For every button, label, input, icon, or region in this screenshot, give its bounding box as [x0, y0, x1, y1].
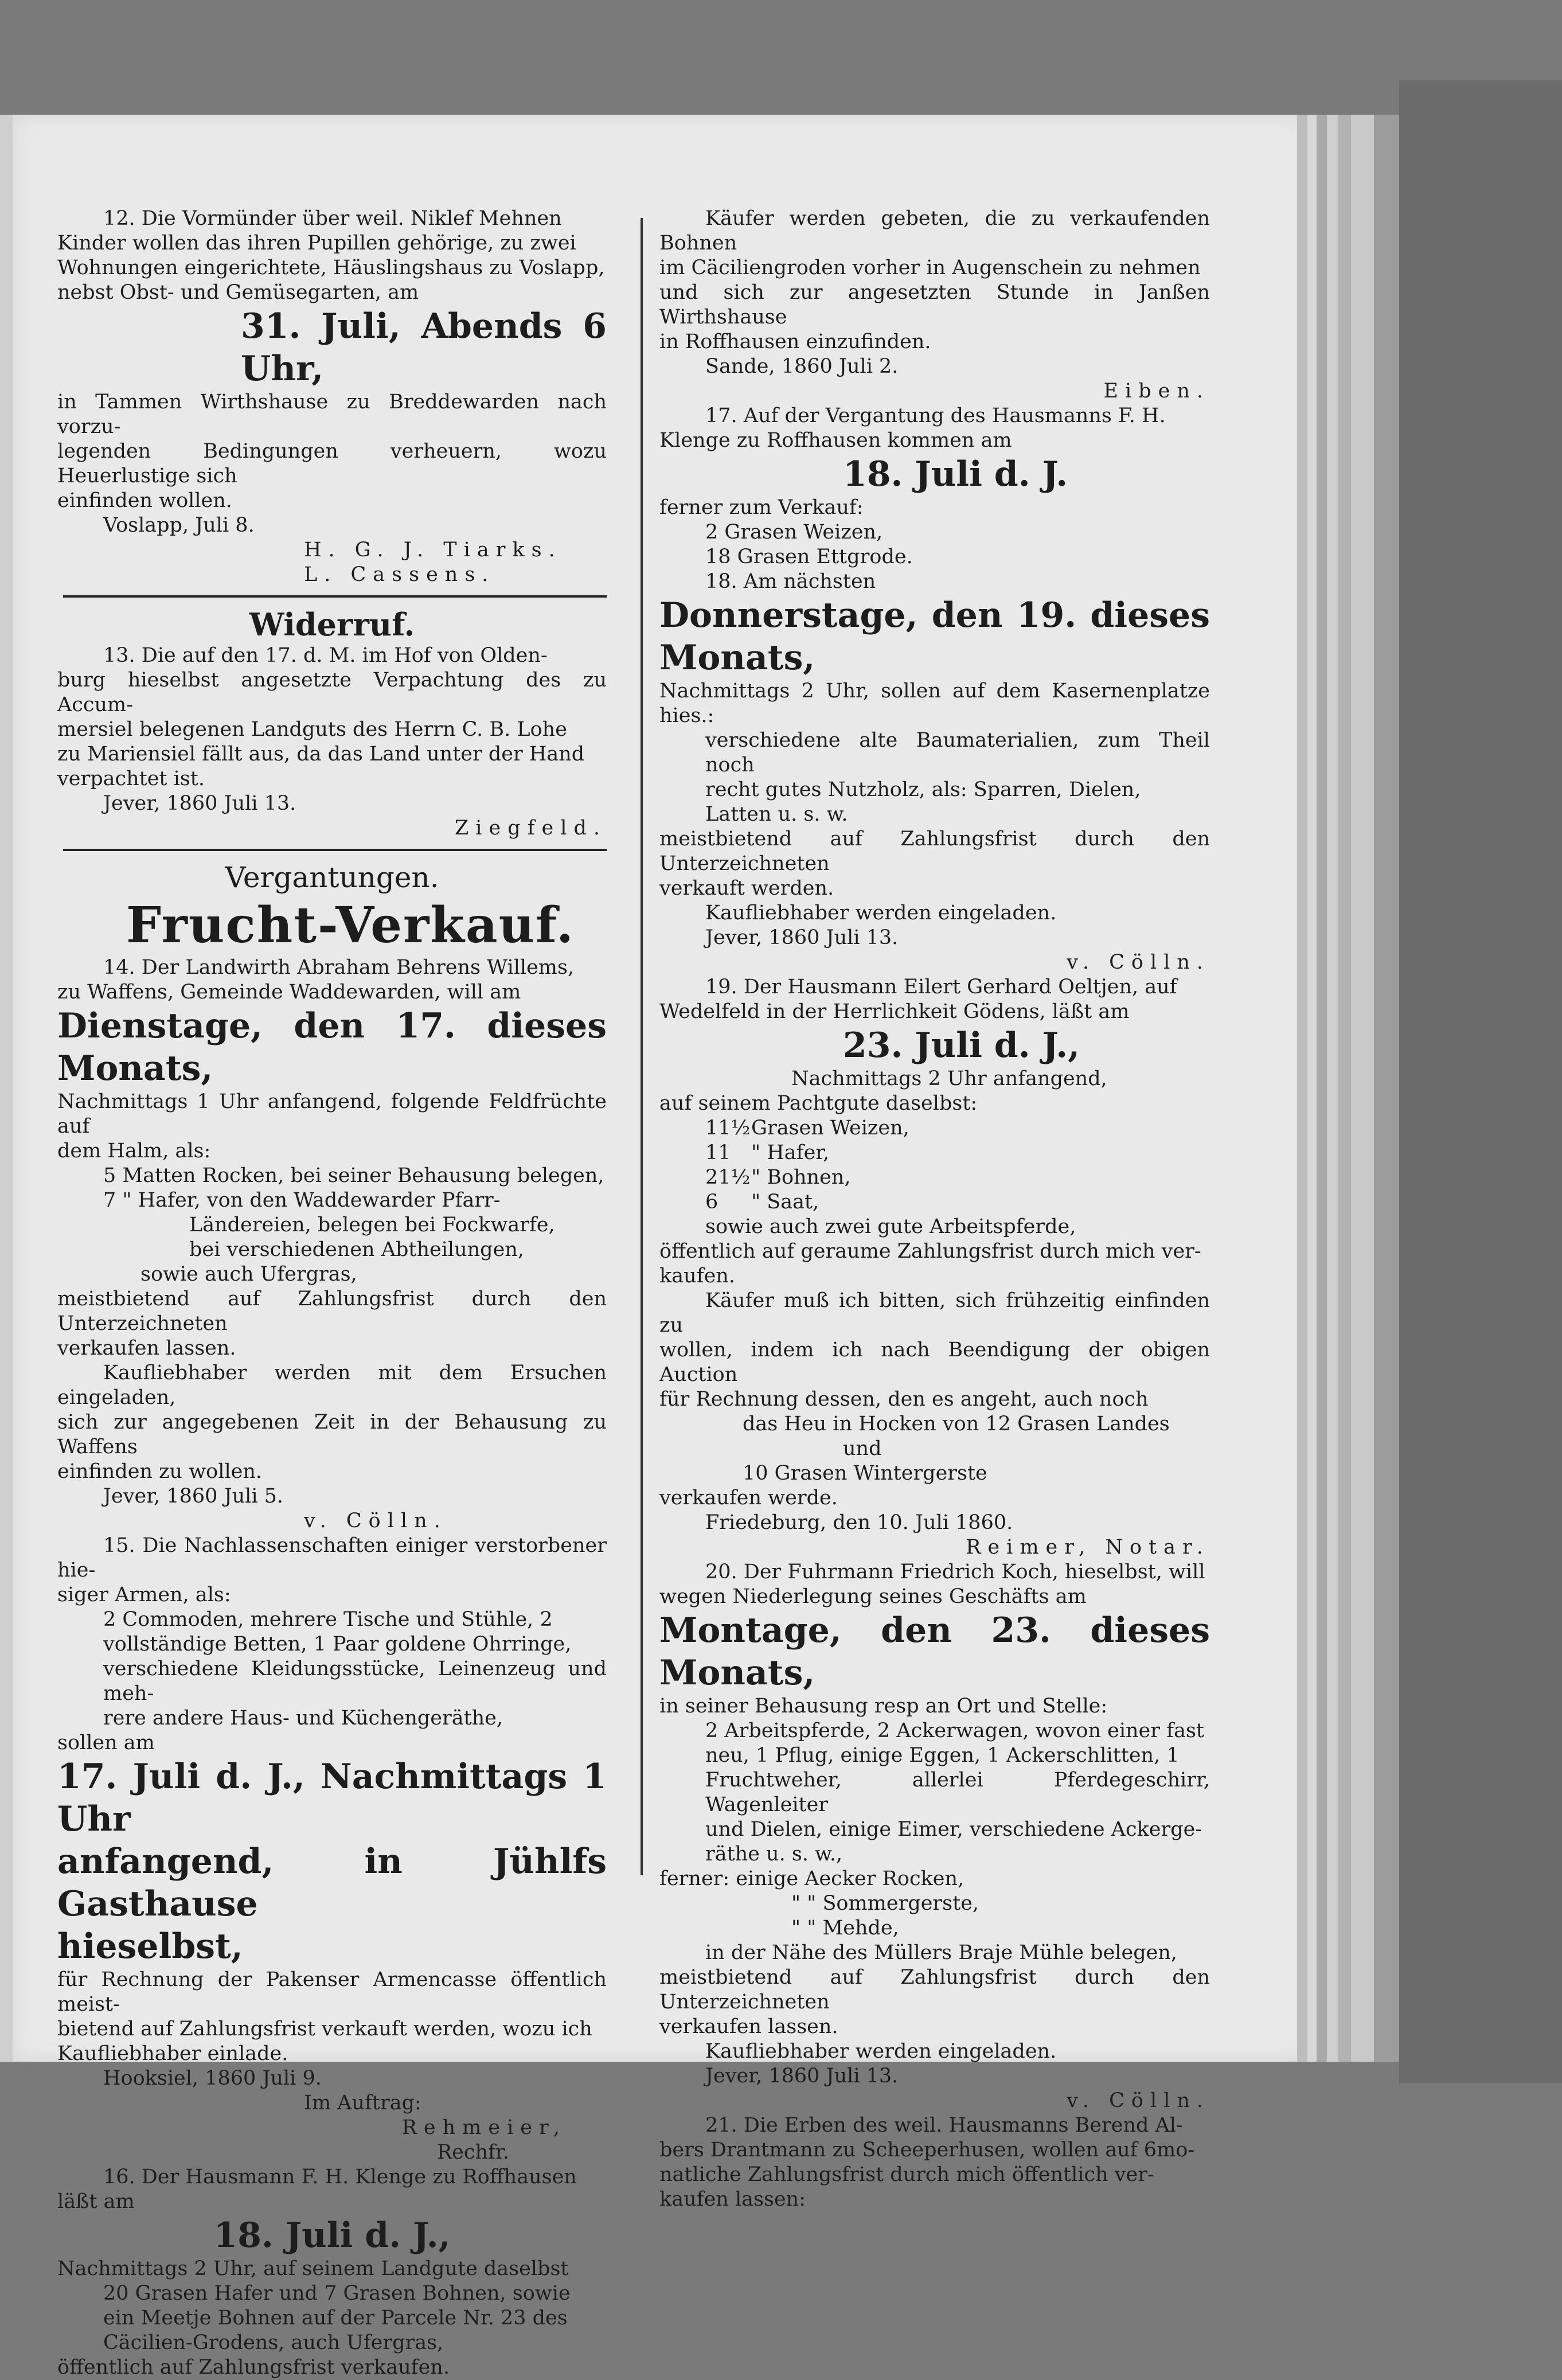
notice-13-text: burg hieselbst angesetzte Verpachtung des zu Accum- [57, 669, 607, 716]
column-divider [641, 218, 643, 1875]
notice-14-item: bei verschiedenen Abtheilungen, [189, 1238, 524, 1261]
continuation-text: Käufer werden gebeten, die zu verkaufenden Bohnen [659, 207, 1210, 255]
notice-13-text: mersiel belegenen Landguts des Herrn C. B. Lohe [57, 718, 567, 741]
notice-15-signature: Rehmeier, [401, 2116, 567, 2139]
notice-13-signature: Ziegfeld. [454, 817, 607, 840]
notice-15-text: sollen am [57, 1731, 155, 1754]
notice-19-place: Friedeburg, den 10. Juli 1860. [705, 1511, 1013, 1534]
notice-21-text: natliche Zahlungsfrist durch mich öffentlich ver- [659, 2163, 1154, 2186]
notice-19-item [659, 1141, 1210, 1165]
item-label: " Bohnen, [751, 1166, 851, 1189]
notice-19-text: 19. Der Hausmann Eilert Gerhard Oeltjen, auf [705, 976, 1177, 998]
item-label: " Hafer, [751, 1141, 830, 1164]
notice-18-item: recht gutes Nutzholz, als: Sparren, Dielen, [705, 778, 1141, 801]
continuation-text: im Cäciliengroden vorher in Augenschein zu nehmen [659, 256, 1201, 279]
notice-14-item: sowie auch Ufergras, [140, 1263, 357, 1286]
notice-14-place: Jever, 1860 Juli 5. [103, 1485, 284, 1508]
notice-19-item [659, 1165, 1210, 1190]
notice-18-text: meistbietend auf Zahlungsfrist durch den Unterzeichneten [659, 828, 1210, 875]
notice-20-text: 20. Der Fuhrmann Friedrich Koch, hieselbst, will [705, 1560, 1205, 1583]
left-column [57, 206, 607, 2380]
notice-15-text: 15. Die Nachlassenschaften einiger verstorbener hie- [57, 1534, 607, 1582]
notice-19-date: 23. Juli d. J., [843, 1025, 1080, 1066]
notice-20-text: wegen Niederlegung seines Geschäfts am [659, 1585, 1087, 1608]
page-stack-5 [1338, 115, 1351, 2062]
page-stack-2 [1307, 115, 1317, 2062]
continuation-text: in Roffhausen einzufinden. [659, 330, 931, 353]
notice-14-text: Kaufliebhaber werden mit dem Ersuchen eingeladen, [57, 1361, 607, 1409]
notice-14-item: Ländereien, belegen bei Fockwarfe, [189, 1214, 555, 1236]
notice-12-text: legenden Bedingungen verheuern, wozu Heuerlustige sich [57, 440, 607, 487]
notice-14-text: dem Halm, als: [57, 1140, 211, 1162]
notice-15-text: für Rechnung der Pakenser Armencasse öffentlich meist- [57, 1968, 607, 2016]
widerruf-heading: Widerruf. [249, 606, 415, 643]
notice-16-date: 18. Juli d. J., [213, 2215, 451, 2256]
notice-15-item: rere andere Haus- und Küchengeräthe, [103, 1707, 503, 1730]
notice-20-text: meistbietend auf Zahlungsfrist durch den Unterzeichneten [659, 1966, 1210, 2014]
notice-14-text: verkaufen lassen. [57, 1337, 236, 1360]
quantity: 11½ [705, 1117, 751, 1140]
item-label: " Saat, [751, 1191, 819, 1214]
section-rule [63, 595, 607, 598]
notice-20-item: räthe u. s. w., [705, 1843, 843, 1866]
notice-14-item: 7 " Hafer, von den Waddewarder Pfarr- [103, 1189, 501, 1212]
page-stack-3 [1317, 115, 1327, 2062]
notice-17-text: 17. Auf der Vergantung des Hausmanns F. H. [705, 404, 1166, 427]
notice-14-item: 5 Matten Rocken, bei seiner Behausung belegen, [103, 1164, 604, 1187]
notice-20-item: neu, 1 Pflug, einige Eggen, 1 Ackerschlitten, 1 [705, 1744, 1180, 1767]
notice-15-auftrag: Im Auftrag: [304, 2092, 421, 2114]
notice-21-text: kaufen lassen: [659, 2188, 806, 2211]
notice-19-text: öffentlich auf geraume Zahlungsfrist durch mich ver- [659, 1240, 1201, 1263]
notice-14-text: einfinden zu wollen. [57, 1460, 263, 1483]
notice-15-item: verschiedene Kleidungsstücke, Leinenzeug und meh- [103, 1657, 607, 1705]
quantity: 11 [705, 1141, 731, 1164]
notice-15-item: 2 Commoden, mehrere Tische und Stühle, 2 [103, 1608, 553, 1631]
notice-20-text: in der Nähe des Müllers Braje Mühle belegen, [705, 1941, 1177, 1964]
notice-14-text: 14. Der Landwirth Abraham Behrens Willems, [103, 956, 575, 979]
notice-16-text: öffentlich auf Zahlungsfrist verkaufen. [57, 2356, 450, 2379]
notice-16-text: 16. Der Hausmann F. H. Klenge zu Roffhausen [103, 2166, 577, 2188]
notice-12-text: Wohnungen eingerichtete, Häuslingshaus zu Voslapp, [57, 256, 605, 279]
continuation-signature: Eiben. [1103, 380, 1210, 403]
notice-14-signature: v. Cölln. [304, 1509, 447, 1532]
notice-15-date: 17. Juli d. J., Nachmittags 1 Uhr [57, 1757, 607, 1839]
quantity: 21½ [705, 1166, 751, 1189]
notice-15-item: vollständige Betten, 1 Paar goldene Ohrringe, [103, 1633, 572, 1656]
notice-19-text: Käufer muß ich bitten, sich frühzeitig einfinden zu [659, 1289, 1210, 1337]
quantity: 6 [705, 1191, 718, 1214]
frucht-verkauf-heading: Frucht-Verkauf. [126, 896, 575, 954]
notice-14-text: meistbietend auf Zahlungsfrist durch den Unterzeichneten [57, 1287, 607, 1335]
notice-13-text: 13. Die auf den 17. d. M. im Hof von Olden- [103, 644, 548, 667]
notice-15-date: anfangend, in Jühlfs Gasthause [57, 1841, 607, 1924]
notice-15-title: Rechfr. [436, 2141, 509, 2164]
notice-12-signature: L. Cassens. [304, 563, 495, 586]
notice-16-text: 20 Grasen Hafer und 7 Grasen Bohnen, sowie [103, 2282, 571, 2305]
vergantungen-heading: Vergantungen. [225, 861, 439, 894]
notice-19-text: für Rechnung dessen, den es angeht, auch noch [659, 1388, 1149, 1411]
notice-12-place: Voslapp, Juli 8. [103, 514, 255, 537]
notice-18-place: Jever, 1860 Juli 13. [705, 926, 899, 949]
notice-19-text: Nachmittags 2 Uhr anfangend, [791, 1067, 1107, 1090]
notice-19-text: und [843, 1437, 882, 1460]
notice-12-text: 12. Die Vormünder über weil. Niklef Mehnen [103, 207, 562, 230]
notice-17-text: Klenge zu Roffhausen kommen am [659, 429, 1012, 452]
notice-12-signature: H. G. J. Tiarks. [304, 539, 562, 561]
notice-14-text: sich zur angegebenen Zeit in der Behausung zu Waffens [57, 1411, 607, 1458]
notice-12-text: einfinden wollen. [57, 489, 232, 512]
notice-19-item [659, 1116, 1210, 1141]
notice-15-text: siger Armen, als: [57, 1583, 231, 1606]
notice-20-item: ferner: einige Aecker Rocken, [659, 1867, 964, 1890]
notice-17-date: 18. Juli d. J. [843, 454, 1068, 494]
notice-20-text: Kaufliebhaber werden eingeladen. [705, 2040, 1057, 2063]
notice-12-date: 31. Juli, Abends 6 Uhr, [241, 306, 607, 389]
page-stack-1 [1297, 115, 1307, 2062]
section-rule [63, 849, 607, 851]
notice-18-text: 18. Am nächsten [705, 570, 876, 593]
notice-14-text: Nachmittags 1 Uhr anfangend, folgende Feldfrüchte auf [57, 1090, 607, 1138]
notice-18-item: Latten u. s. w. [705, 803, 848, 826]
notice-20-item: und Dielen, einige Eimer, verschiedene Ackerge- [705, 1818, 1202, 1841]
notice-20-item: " " Sommergerste, [791, 1892, 979, 1915]
item-label: Grasen Weizen, [751, 1117, 909, 1140]
notice-19-text: auf seinem Pachtgute daselbst: [659, 1092, 978, 1115]
notice-18-text: verkauft werden. [659, 877, 834, 900]
notice-20-signature: v. Cölln. [1067, 2089, 1210, 2112]
notice-20-item: " " Mehde, [791, 1917, 899, 1940]
notice-14-date: Dienstage, den 17. dieses Monats, [57, 1006, 607, 1088]
notice-18-text: Kaufliebhaber werden eingeladen. [705, 902, 1057, 924]
notice-18-text: Nachmittags 2 Uhr, sollen auf dem Kasernenplatze hies.: [659, 680, 1210, 727]
notice-15-place: Hooksiel, 1860 Juli 9. [103, 2067, 322, 2090]
notice-15-text: bietend auf Zahlungsfrist verkauft werden, wozu ich [57, 2018, 592, 2040]
notice-19-text: wollen, indem ich nach Beendigung der obigen Auction [659, 1339, 1210, 1386]
notice-20-item: Fruchtweher, allerlei Pferdegeschirr, Wagenleiter [705, 1769, 1210, 1816]
notice-20-text: verkaufen lassen. [659, 2015, 838, 2038]
notice-19-text: kaufen. [659, 1265, 735, 1287]
notice-20-text: in seiner Behausung resp an Ort und Stelle: [659, 1695, 1108, 1718]
notice-19-item [659, 1190, 1210, 1215]
notice-20-place: Jever, 1860 Juli 13. [705, 2065, 899, 2088]
notice-19-text: 10 Grasen Wintergerste [743, 1462, 987, 1485]
notice-19-text: das Heu in Hocken von 12 Grasen Landes [743, 1413, 1170, 1435]
page-stack-7 [1374, 115, 1399, 2062]
notice-18-signature: v. Cölln. [1067, 951, 1210, 974]
notice-18-date: Donnerstage, den 19. dieses Monats, [659, 595, 1210, 678]
notice-20-date: Montage, den 23. dieses Monats, [659, 1610, 1210, 1693]
continuation-text: und sich zur angesetzten Stunde in Janßen Wirthshause [659, 281, 1210, 329]
notice-17-item: 18 Grasen Ettgrode. [705, 545, 913, 568]
notice-20-item: 2 Arbeitspferde, 2 Ackerwagen, wovon einer fast [705, 1719, 1204, 1742]
notice-19-text: Wedelfeld in der Herrlichkeit Gödens, läßt am [659, 1000, 1130, 1023]
notice-21-text: 21. Die Erben des weil. Hausmanns Berend Al- [705, 2114, 1183, 2137]
notice-12-text: Kinder wollen das ihren Pupillen gehörige, zu zwei [57, 232, 576, 255]
notice-16-text: Cäcilien-Grodens, auch Ufergras, [103, 2331, 444, 2354]
notice-13-text: zu Mariensiel fällt aus, da das Land unter der Hand [57, 743, 585, 766]
notice-12-text: nebst Obst- und Gemüsegarten, am [57, 281, 419, 304]
notice-16-text: ein Meetje Bohnen auf der Parcele Nr. 23 des [103, 2307, 568, 2330]
notice-19-text: sowie auch zwei gute Arbeitspferde, [705, 1215, 1076, 1238]
notice-17-text: ferner zum Verkauf: [659, 496, 864, 519]
notice-18-item: verschiedene alte Baumaterialien, zum Theil noch [705, 729, 1210, 777]
notice-13-text: verpachtet ist. [57, 767, 205, 790]
notice-12-text: in Tammen Wirthshause zu Breddewarden nach vorzu- [57, 391, 607, 438]
notice-19-signature: Reimer, Notar. [966, 1536, 1210, 1559]
book-board [1399, 80, 1562, 2084]
notice-17-item: 2 Grasen Weizen, [705, 521, 883, 544]
notice-14-text: zu Waffens, Gemeinde Waddewarden, will am [57, 981, 521, 1004]
notice-15-date: hieselbst, [57, 1926, 243, 1967]
continuation-place: Sande, 1860 Juli 2. [705, 355, 899, 378]
page-stack-4 [1327, 115, 1338, 2062]
page-stack-6 [1351, 115, 1374, 2062]
notice-16-text: Nachmittags 2 Uhr, auf seinem Landgute daselbst [57, 2257, 569, 2280]
notice-13-place: Jever, 1860 Juli 13. [103, 792, 296, 815]
notice-21-text: bers Drantmann zu Scheeperhusen, wollen auf 6mo- [659, 2139, 1195, 2161]
right-column [659, 206, 1210, 2212]
notice-15-text: Kaufliebhaber einlade. [57, 2042, 288, 2065]
notice-19-text: verkaufen werde. [659, 1486, 838, 1509]
notice-16-text: läßt am [57, 2190, 135, 2213]
